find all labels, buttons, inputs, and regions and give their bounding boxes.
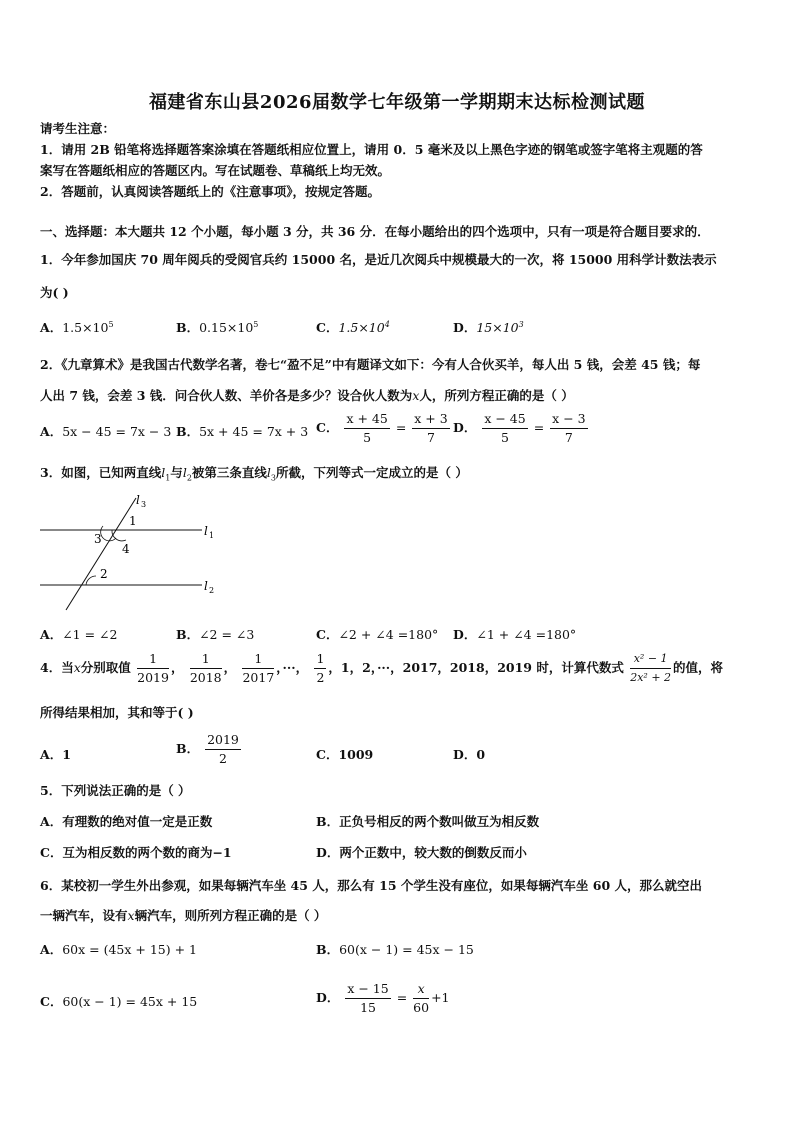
q4-option-b: B． $\frac{2019}{2}$ xyxy=(176,732,239,766)
notice-heading: 请考生注意： xyxy=(40,121,116,136)
q1-option-b: B．$0.15\times 10^5$ xyxy=(176,319,259,335)
q3-option-b: B．∠2 = ∠3 xyxy=(176,627,255,642)
q6-option-d: D． $\frac{x - 15}{15}$ = $\frac{x}{60}$ +1 xyxy=(316,981,450,1015)
q6-option-b: B．60(x − 1) = 45x − 15 xyxy=(316,942,474,957)
section-heading: 一、选择题：本大题共 12 个小题，每小题 3 分，共 36 分．在每小题给出的四个选项中，只有一项是符合题目要求的． xyxy=(40,224,710,239)
q1-option-a: A．$1.5\times 10^5$ xyxy=(40,319,114,335)
q3-stem: 3．如图，已知两直线$l_1$与$l_2$被第三条直线$l_3$所截，下列等式一定成立的是（ ） xyxy=(40,465,468,483)
q4-stem-line1: 4．当x分别取值 $\frac{1}{2019}$ ， $\frac{1}{2018}$ ， $\frac{1}{2017}$ ，···， $\frac{1}{2}$ ，1，2，···，2017，2018，2019 时，计算代数式 $\frac{\text{x² − 1}}{\text{2x² + 2}}$ 的值，将 xyxy=(40,651,724,685)
q6-stem-line2: 一辆汽车，设有x辆汽车，则所列方程正确的是（ ） xyxy=(40,908,327,923)
q2-option-c: C． $\frac{x + 45}{5}$ = $\frac{x + 3}{7}$ xyxy=(316,411,448,445)
notice-item2: 2．答题前，认真阅读答题纸上的《注意事项》，按规定答题。 xyxy=(40,184,380,199)
q5-option-c: C．互为相反数的两个数的商为−1 xyxy=(40,845,232,860)
q4-stem-line2: 所得结果相加，其和等于( ) xyxy=(40,705,194,720)
notice-item1-line2: 案写在答题纸相应的答题区内。写在试题卷、草稿纸上均无效。 xyxy=(40,163,391,178)
q6-option-a: A．60x = (45x + 15) + 1 xyxy=(40,942,197,957)
label-l2-sub: 2 xyxy=(209,586,215,595)
q5-option-b: B．正负号相反的两个数叫做互为相反数 xyxy=(316,814,540,829)
angle-label-3: 3 xyxy=(94,532,102,546)
q3-option-d: D．∠1 + ∠4 =180° xyxy=(453,627,577,642)
q2-option-a: A．5x − 45 = 7x − 3 xyxy=(40,424,172,439)
q1-option-c: C．$1.5\times 10^4$ xyxy=(316,319,390,335)
label-l1: l xyxy=(204,524,208,538)
notice-item1-line1: 1．请用 2B 铅笔将选择题答案涂填在答题纸相应位置上，请用 0．5 毫米及以上黑色字迹的钢笔或签字笔将主观题的答 xyxy=(40,142,703,157)
q4-option-a: A．1 xyxy=(40,747,71,762)
q2-option-b: B．5x + 45 = 7x + 3 xyxy=(176,424,309,439)
label-l1-sub: 1 xyxy=(209,531,215,540)
q2-stem-line2: 人出 7 钱，会差 3 钱．问合伙人数、羊价各是多少？设合伙人数为x人，所列方程正确的是（ ） xyxy=(40,388,574,403)
page-title: 福建省东山县2026届数学七年级第一学期期末达标检测试题 xyxy=(148,92,646,113)
angle-label-2: 2 xyxy=(100,567,108,581)
q3-option-c: C．∠2 + ∠4 =180° xyxy=(316,627,439,642)
q3-figure xyxy=(30,488,230,618)
q4-option-c: C．1009 xyxy=(316,747,374,762)
angle-label-4: 4 xyxy=(122,542,130,556)
angle-label-1: 1 xyxy=(129,514,137,528)
q5-stem: 5．下列说法正确的是（ ） xyxy=(40,783,191,798)
label-l2: l xyxy=(204,579,208,593)
q2-option-d: D． $\frac{x - 45}{5}$ = $\frac{x - 3}{7}$ xyxy=(453,411,586,445)
q6-stem-line1: 6．某校初一学生外出参观，如果每辆汽车坐 45 人，那么有 15 个学生没有座位，如果每辆汽车坐 60 人，那么就空出 xyxy=(40,878,702,893)
q3-option-a: A．∠1 = ∠2 xyxy=(40,627,118,642)
label-l3: l xyxy=(136,493,140,507)
q1-option-d: D．$15\times 10^3$ xyxy=(453,319,524,335)
q5-option-a: A．有理数的绝对值一定是正数 xyxy=(40,814,213,829)
q6-option-c: C．60(x − 1) = 45x + 15 xyxy=(40,994,198,1009)
q2-stem-line1: 2．《九章算术》是我国古代数学名著，卷七“盈不足”中有题译文如下：今有人合伙买羊，每人出 5 钱，会差 45 钱；每 xyxy=(40,357,701,372)
q4-option-d: D．0 xyxy=(453,747,486,762)
q1-stem-line1: 1．今年参加国庆 70 周年阅兵的受阅官兵约 15000 名，是近几次阅兵中规模最大的一次，将 15000 用科学计数法表示 xyxy=(40,252,717,267)
q1-stem-line2: 为( ) xyxy=(40,285,69,300)
angle-arc-2 xyxy=(86,576,96,585)
label-l3-sub: 3 xyxy=(141,500,147,509)
q5-option-d: D．两个正数中，较大数的倒数反而小 xyxy=(316,845,527,860)
